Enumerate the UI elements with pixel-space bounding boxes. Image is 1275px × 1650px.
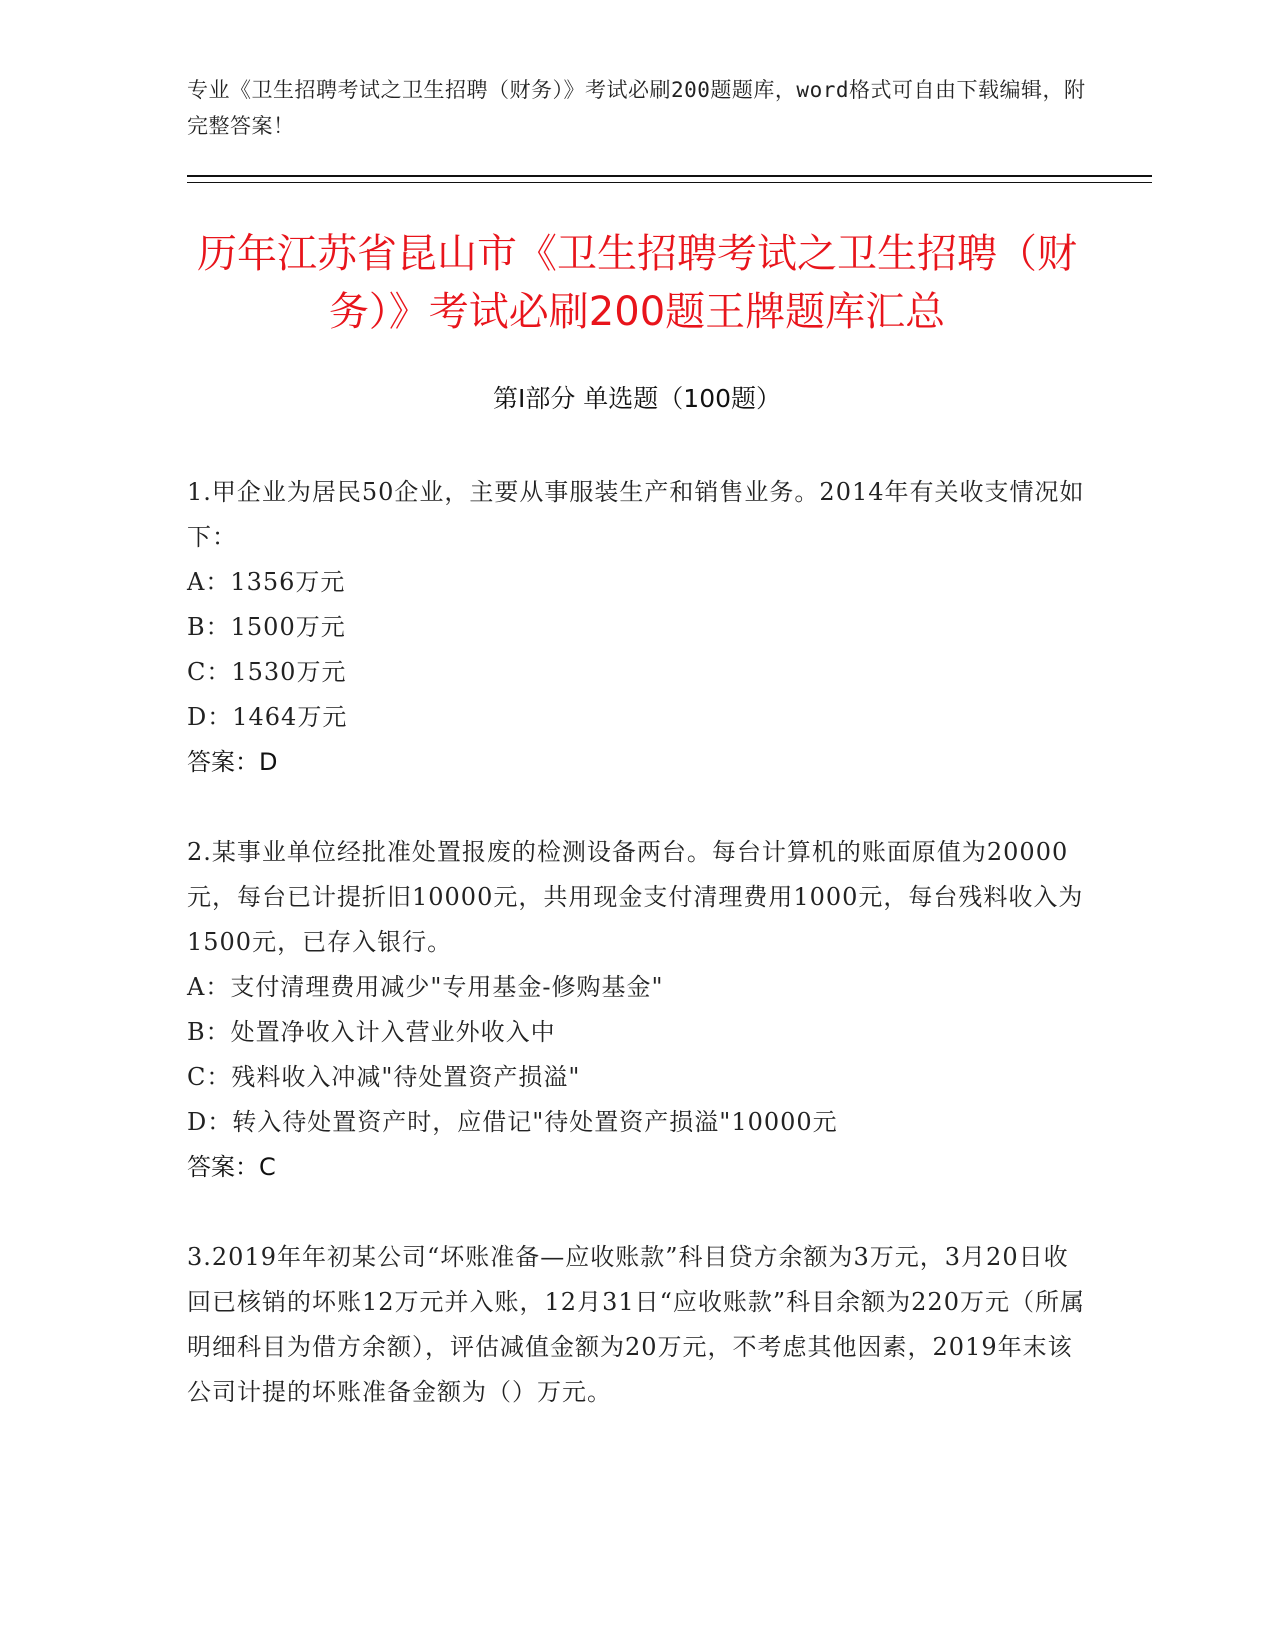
option-b: B：处置净收入计入营业外收入中: [187, 1018, 556, 1046]
header-note: 专业《卫生招聘考试之卫生招聘（财务）》考试必刷200题题库，word格式可自由下载编辑，附完整答案！: [187, 78, 1086, 138]
question-answer: 答案：D: [187, 748, 278, 776]
question-answer: 答案：C: [187, 1153, 276, 1181]
option-a: A：1356万元: [187, 568, 346, 596]
option-b: B：1500万元: [187, 613, 346, 641]
question-stem: 1.甲企业为居民50企业，主要从事服装生产和销售业务。2014年有关收支情况如下：: [187, 478, 1085, 551]
question-3: [187, 1235, 1087, 1415]
question-1: [187, 470, 1087, 785]
question-list: [187, 470, 1087, 1460]
question-stem: 2.某事业单位经批准处置报废的检测设备两台。每台计算机的账面原值为20000元，每台已计提折旧10000元，共用现金支付清理费用1000元，每台残料收入为1500元，已存入银行。: [187, 838, 1084, 956]
option-d: D：转入待处置资产时，应借记"待处置资产损溢"10000元: [187, 1108, 838, 1136]
header-divider-thin: [187, 182, 1152, 183]
option-d: D：1464万元: [187, 703, 348, 731]
question-2: [187, 830, 1087, 1190]
header-divider-thick: [187, 175, 1152, 177]
section-heading: 第Ⅰ部分 单选题（100题）: [492, 384, 782, 413]
question-stem: 3.2019年年初某公司“坏账准备—应收账款”科目贷方余额为3万元，3月20日收回已核销的坏账12万元并入账，12月31日“应收账款”科目余额为220万元（所属明细科目为借方余额），评估减值金额为20万元，不考虑其他因素，2019年末该公司计提的坏账准备金额为（）万元。: [187, 1243, 1085, 1406]
option-c: C：残料收入冲减"待处置资产损溢": [187, 1063, 581, 1091]
option-c: C：1530万元: [187, 658, 347, 686]
document-title: 历年江苏省昆山市《卫生招聘考试之卫生招聘（财务）》考试必刷200题王牌题库汇总: [197, 231, 1077, 335]
option-a: A：支付清理费用减少"专用基金-修购基金": [187, 973, 664, 1001]
